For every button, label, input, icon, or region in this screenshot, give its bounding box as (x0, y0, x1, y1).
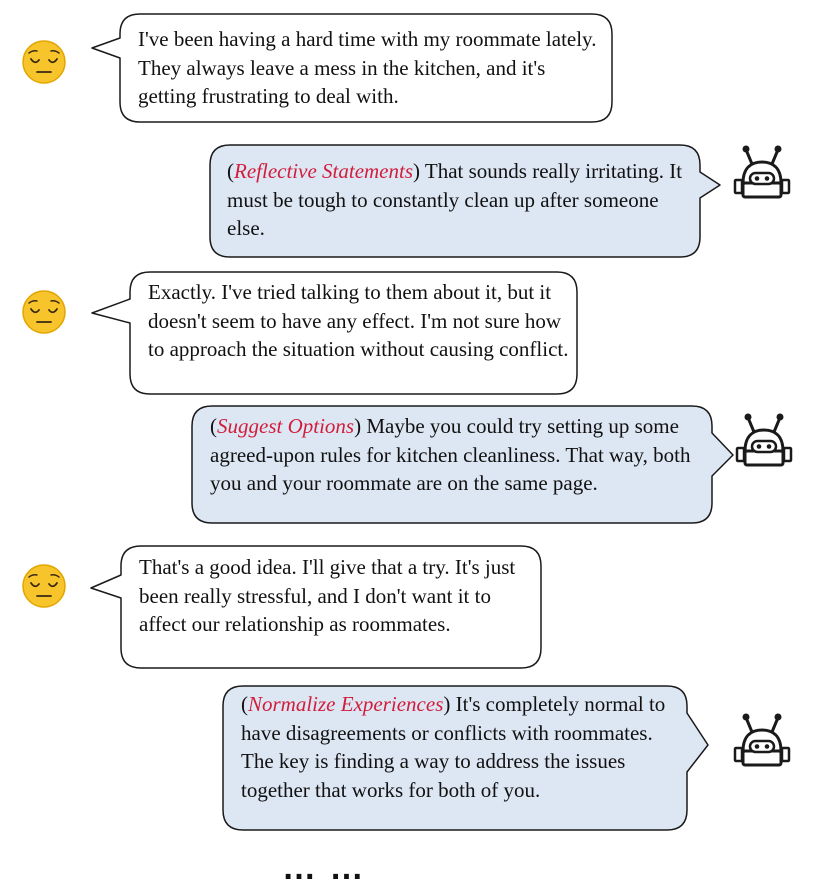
strategy-label: Normalize Experiences (248, 692, 444, 716)
message-text: Exactly. I've tried talking to them about it, but it doesn't seem to have any effect. I'm not sure how to approach the situation without causing conflict. (148, 280, 569, 361)
robot-icon (735, 714, 789, 766)
pensive-face-icon (23, 41, 65, 83)
pensive-face-icon (23, 291, 65, 333)
user-message-1 (138, 25, 608, 111)
strategy-label: Suggest Options (217, 414, 355, 438)
message-text: I've been having a hard time with my roommate lately. They always leave a mess in the kitchen, and it's getting frustrating to deal with. (138, 27, 597, 108)
message-text: That's a good idea. I'll give that a try. It's just been really stressful, and I don't want it to affect our relationship as roommates. (139, 555, 516, 636)
user-message-2 (148, 278, 578, 364)
message-text: It's completely normal to have disagreements or conflicts with roommates. The key is finding a way to address the issues together that works for both of you. (241, 692, 666, 802)
pensive-face-icon (23, 565, 65, 607)
continuation-ellipsis: … … (282, 849, 366, 887)
message-text: Maybe you could try setting up some agreed-upon rules for kitchen cleanliness. That way, both you and your roommate are on the same page. (210, 414, 691, 495)
strategy-label: Reflective Statements (234, 159, 414, 183)
bot-message-3: (Normalize Experiences) It's completely normal to have disagreements or conflicts with roommates. The key is finding a way to address the issues together that works for both of you. (241, 692, 666, 802)
bot-message-2: (Suggest Options) Maybe you could try setting up some agreed-upon rules for kitchen cleanliness. That way, both you and your roommate are on the same page. (210, 414, 691, 495)
robot-icon (735, 146, 789, 198)
bot-message-1: (Reflective Statements) That sounds really irritating. It must be tough to constantly clean up after someone else. (227, 159, 683, 240)
message-text: That sounds really irritating. It must be tough to constantly clean up after someone else. (227, 159, 683, 240)
robot-icon (737, 414, 791, 466)
user-message-3 (139, 553, 539, 639)
